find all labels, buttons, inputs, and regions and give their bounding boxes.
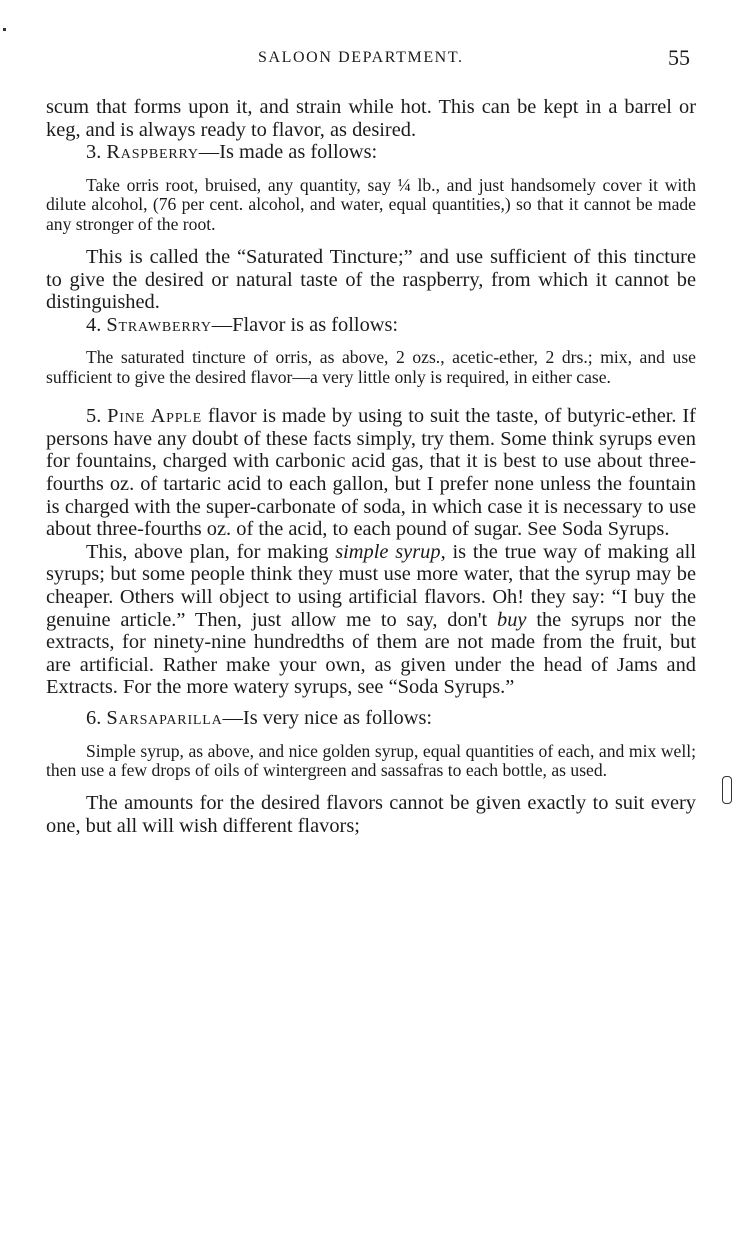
syrup-text-2: , is the true way of making all syrups; but some people think they must use more water, that the syrup may be cheaper. Others will object to using artificial flavors. Oh! they say: “I buy the genuine article.” Then, just allow me to say, don't [46,540,696,631]
strawberry-heading [46,314,696,337]
raspberry-note: This is called the “Saturated Tincture;” and use sufficient of this tincture to give the desired or natural taste of the raspberry, from which it cannot be distinguished. [46,246,696,314]
sarsaparilla-heading [46,707,696,730]
raspberry-lead: —Is made as follows: [198,141,378,164]
pine-apple-text: flavor is made by using to suit the taste, of butyric-ether. If persons have any doubt of these facts simply, try them. Some think syrups even for fountains, charged with carbonic acid gas, that it is best to use about three-fourths oz. of tartaric acid to each gallon, but I prefer none unless the fountain is charged with the super-carbonate of soda, in which case it is necessary to use about three-fourths oz. of the acid, to each pound of sugar. See Soda Syrups. [46,405,696,541]
raspberry-name: Raspberry [106,141,199,164]
pine-apple-paragraph [46,405,696,541]
sarsaparilla-name: Sarsaparilla [106,706,223,729]
syrup-italic-simple: simple syrup [335,540,441,563]
page-number: 55 [668,45,690,70]
syrup-text-3: the syrups nor the extracts, for ninety-nine hundredths of them are not made from the fruit, but are artificial. Rather make your own, as given under the head of Jams and Extracts. For the more watery syrups, see “Soda Syrups.” [46,608,697,699]
pine-apple-name: Pine Apple [107,405,202,428]
continued-paragraph: scum that forms upon it, and strain while hot. This can be kept in a barrel or keg, and is always ready to flavor, as desired. [46,96,696,141]
pine-apple-number: 5. [86,405,102,428]
strawberry-recipe: The saturated tincture of orris, as above, 2 ozs., acetic-ether, 2 drs.; mix, and use sufficient to give the desired flavor—a very little only is required, in either case. [46,347,696,387]
raspberry-heading [46,141,696,164]
strawberry-name: Strawberry [106,313,212,336]
strawberry-number: 4. [86,313,102,336]
syrup-italic-buy: buy [497,608,527,631]
sarsaparilla-recipe: Simple syrup, as above, and nice golden syrup, equal quantities of each, and mix well; then use a few drops of oils of wintergreen and sassafras to each bottle, as used. [46,740,696,780]
running-title: SALOON DEPARTMENT. [258,49,464,66]
syrup-paragraph [46,541,696,699]
closing-paragraph: The amounts for the desired flavors cannot be given exactly to suit every one, but all will wish different flavors; [46,792,696,837]
strawberry-lead: —Flavor is as follows: [211,313,399,336]
sarsaparilla-number: 6. [86,706,102,729]
sarsaparilla-lead: —Is very nice as follows: [222,706,433,729]
running-head [0,45,750,75]
scan-speck [3,28,6,31]
raspberry-recipe: Take orris root, bruised, any quantity, say ¼ lb., and just handsomely cover it with dilute alcohol, (76 per cent. alcohol, and water, equal quantities,) so that it cannot be made any stronger of the root. [46,174,696,234]
raspberry-number: 3. [86,141,102,164]
syrup-text-1: This, above plan, for making [86,540,329,563]
page-body [46,96,696,838]
margin-bracket-mark [722,776,732,804]
